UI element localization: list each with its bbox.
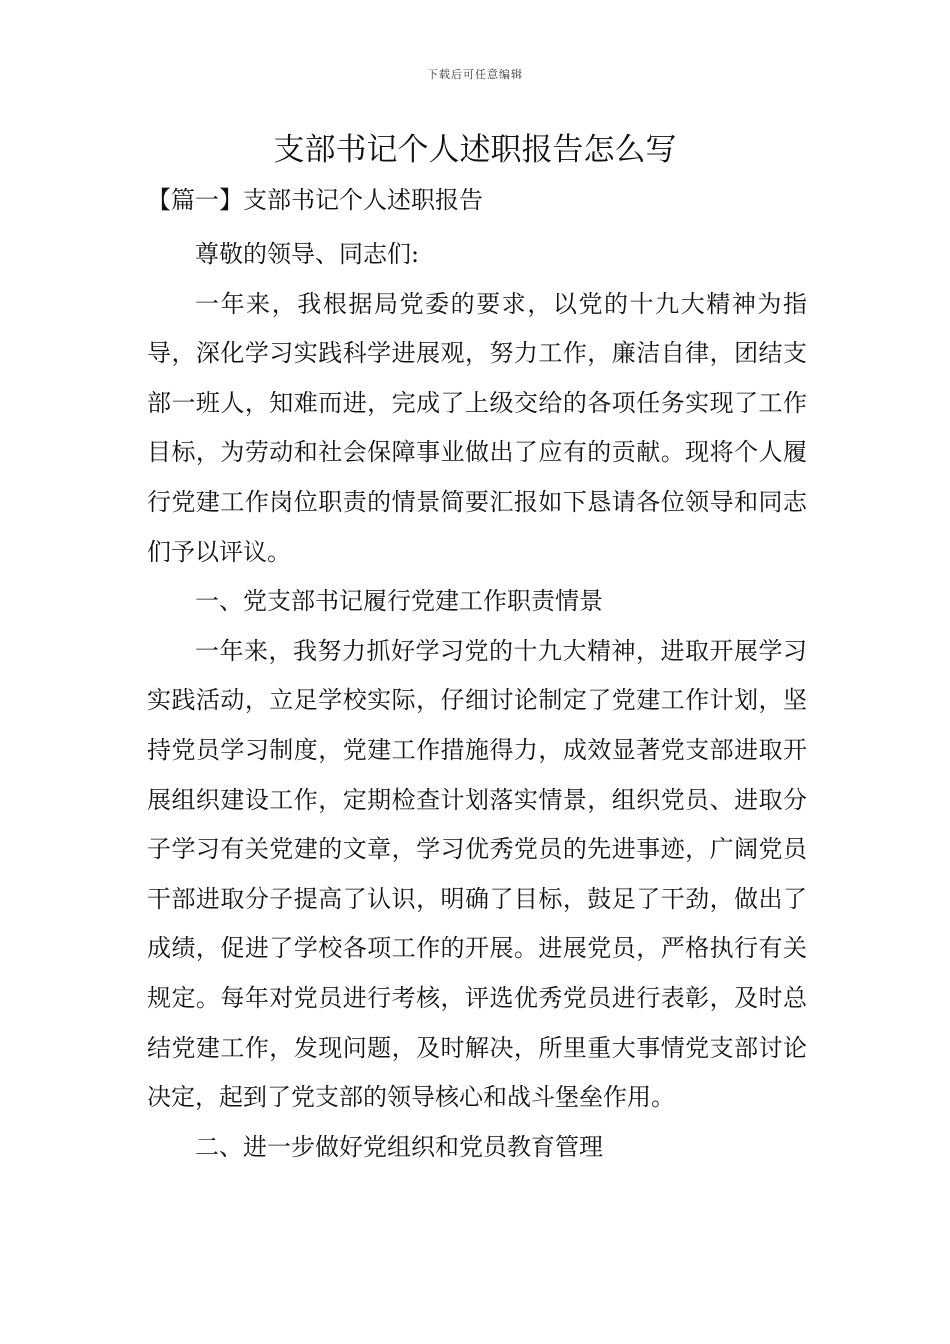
subheading-one: 一、党支部书记履行党建工作职责情景 bbox=[195, 587, 603, 616]
section-one-paragraph: 一年来，我努力抓好学习党的十九大精神，进取开展学习实践活动，立足学校实际，仔细讨论制定了党建工作计划，坚持党员学习制度，党建工作措施得力，成效显著党支部进取开展组织建设工作，定期检查计划落实情景，组织党员、进取分子学习有关党建的文章，学习优秀党员的先进事迹，广阔党员干部进取分子提高了认识，明确了目标，鼓足了干劲，做出了成绩，促进了学校各项工作的开展。进展党员，严格执行有关规定。每年对党员进行考核，评选优秀党员进行表彰，及时总结党建工作，发现问题，及时解决，所里重大事情党支部讨论决定，起到了党支部的领导核心和战斗堡垒作用。 bbox=[147, 636, 807, 1112]
section-heading: 【篇一】支部书记个人述职报告 bbox=[147, 186, 483, 214]
document-title: 支部书记个人述职报告怎么写 bbox=[273, 132, 677, 168]
salutation-paragraph: 尊敬的领导、同志们: bbox=[195, 240, 420, 268]
header-note: 下载后可任意编辑 bbox=[427, 68, 523, 81]
intro-paragraph: 一年来，我根据局党委的要求，以党的十九大精神为指导，深化学习实践科学进展观，努力工作，廉洁自律，团结支部一班人，知难而进，完成了上级交给的各项任务实现了工作目标，为劳动和社会保障事业做出了应有的贡献。现将个人履行党建工作岗位职责的情景简要汇报如下恳请各位领导和同志们予以评议。 bbox=[147, 289, 807, 566]
subheading-two: 二、进一步做好党组织和党员教育管理 bbox=[195, 1132, 603, 1161]
document-body bbox=[147, 230, 807, 1172]
